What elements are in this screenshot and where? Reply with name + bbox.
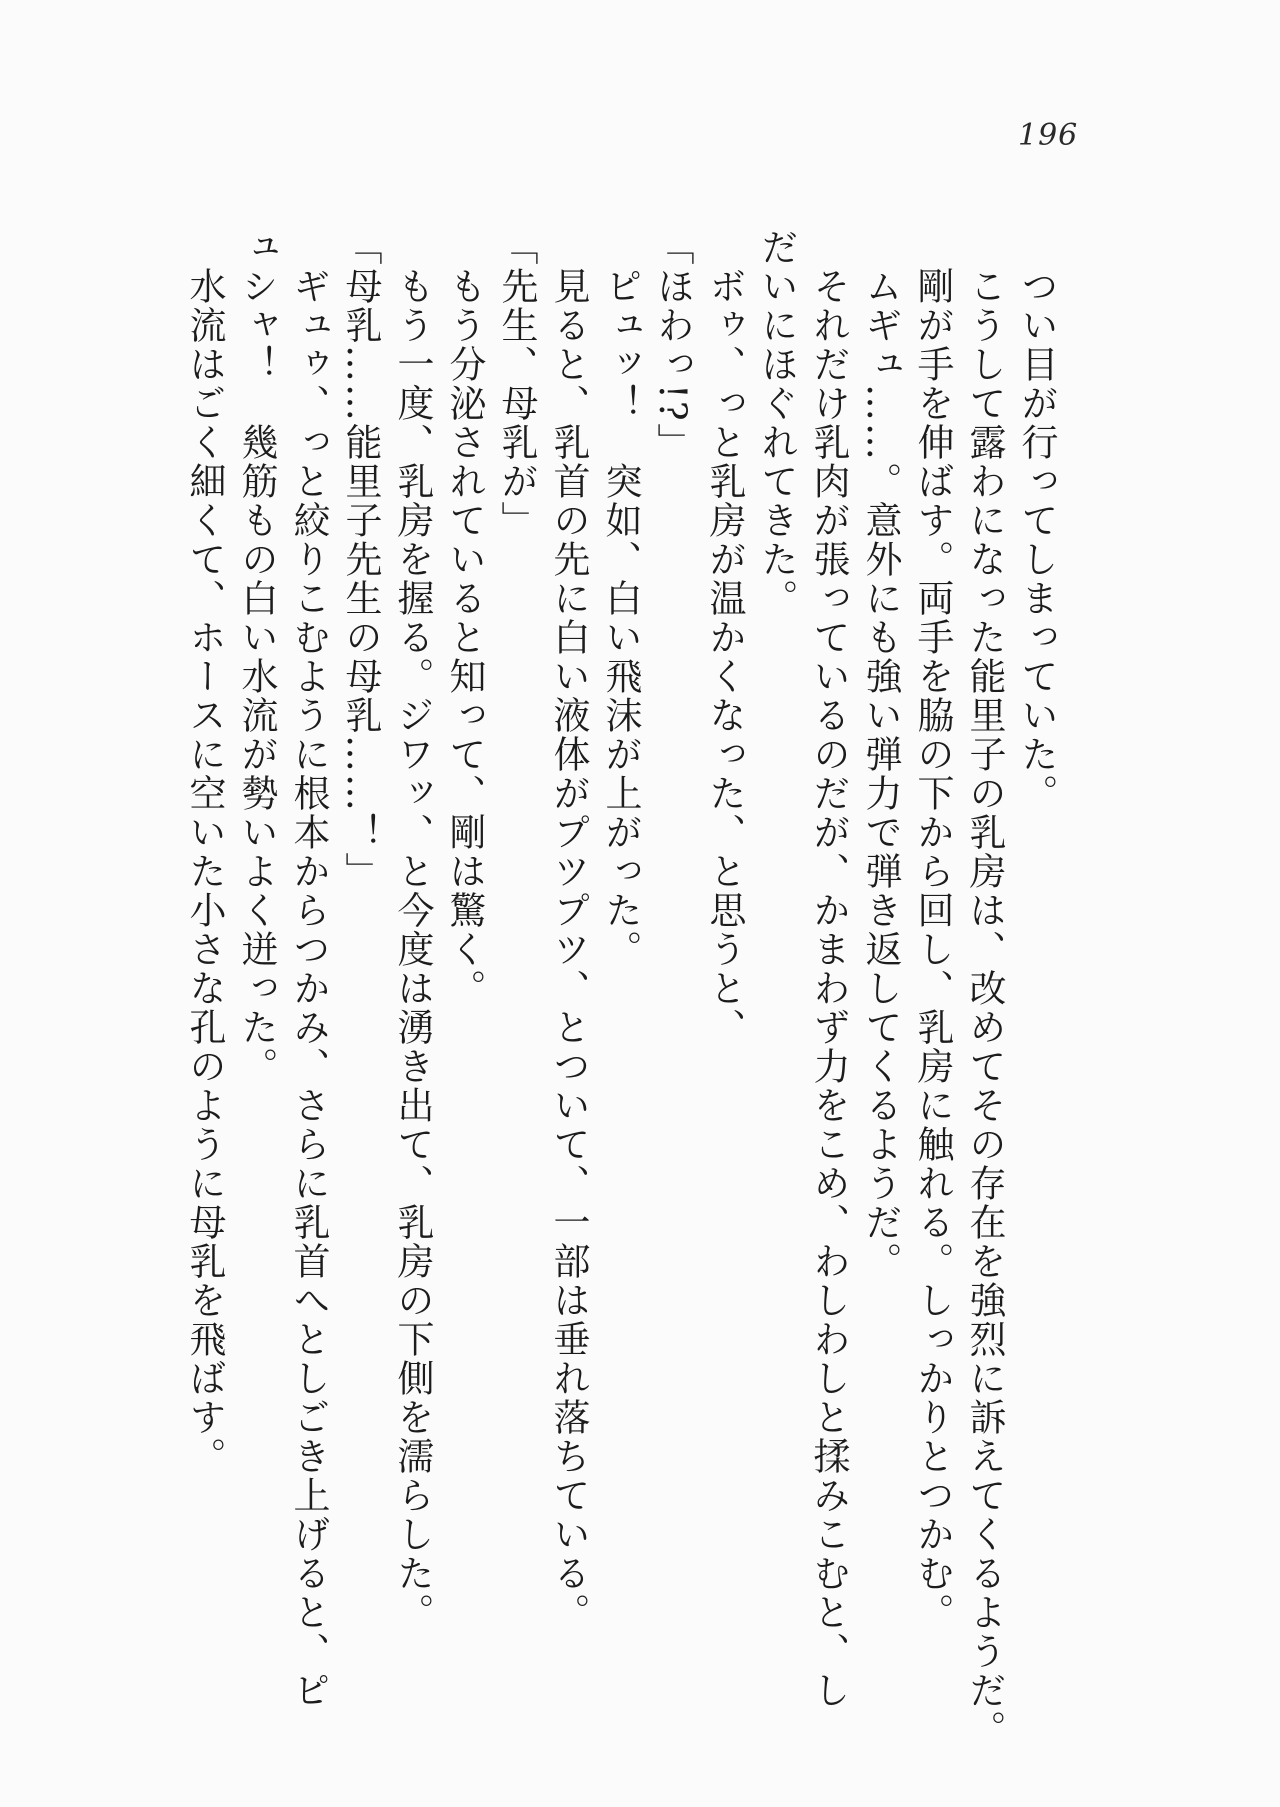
text-line: ピュッ！ 突如、白い飛沫が上がった。 <box>599 228 642 969</box>
dialogue-line: 「ほわっ!?」 <box>651 228 694 462</box>
text-line: 水流はごく細くて、ホースに空いた小さな孔のように母乳を飛ばす。 <box>183 228 226 1476</box>
text-line: ムギュ……。意外にも強い弾力で弾き返してくるようだ。 <box>859 228 902 1281</box>
text-line: ボゥ、っと乳房が温かくなった、と思うと、 <box>703 228 746 1047</box>
text-line: 見ると、乳首の先に白い液体がプツプツ、とついて、一部は垂れ落ちている。 <box>547 228 590 1632</box>
text-line: もう一度、乳房を握る。ジワッ、と今度は湧き出て、乳房の下側を濡らした。 <box>391 228 434 1632</box>
text-line: ギュゥ、っと絞りこむように根本からつかみ、さらに乳首へとしごき上げると、ピ <box>287 228 330 1710</box>
text-line: ュシャ！ 幾筋もの白い水流が勢いよく迸った。 <box>235 228 278 1086</box>
dialogue-line: 「母乳……能里子先生の母乳……！」 <box>339 228 382 891</box>
text-line: もう分泌されていると知って、剛は驚く。 <box>443 228 486 1008</box>
text-line: それだけ乳肉が張っているのだが、かまわず力をこめ、わしわしと揉みこむと、し <box>807 228 850 1710</box>
text-line: こうして露わになった能里子の乳房は、改めてその存在を強烈に訴えてくるようだ。 <box>963 228 1006 1749</box>
vertical-text-body <box>178 228 1062 1749</box>
dialogue-line: 「先生、母乳が」 <box>495 228 538 540</box>
text-line: つい目が行ってしまっていた。 <box>1015 228 1058 813</box>
text-line: だいにほぐれてきた。 <box>755 228 798 618</box>
page-number: 196 <box>1018 118 1079 153</box>
text-line: 剛が手を伸ばす。両手を脇の下から回し、乳房に触れる。しっかりとつかむ。 <box>911 228 954 1632</box>
